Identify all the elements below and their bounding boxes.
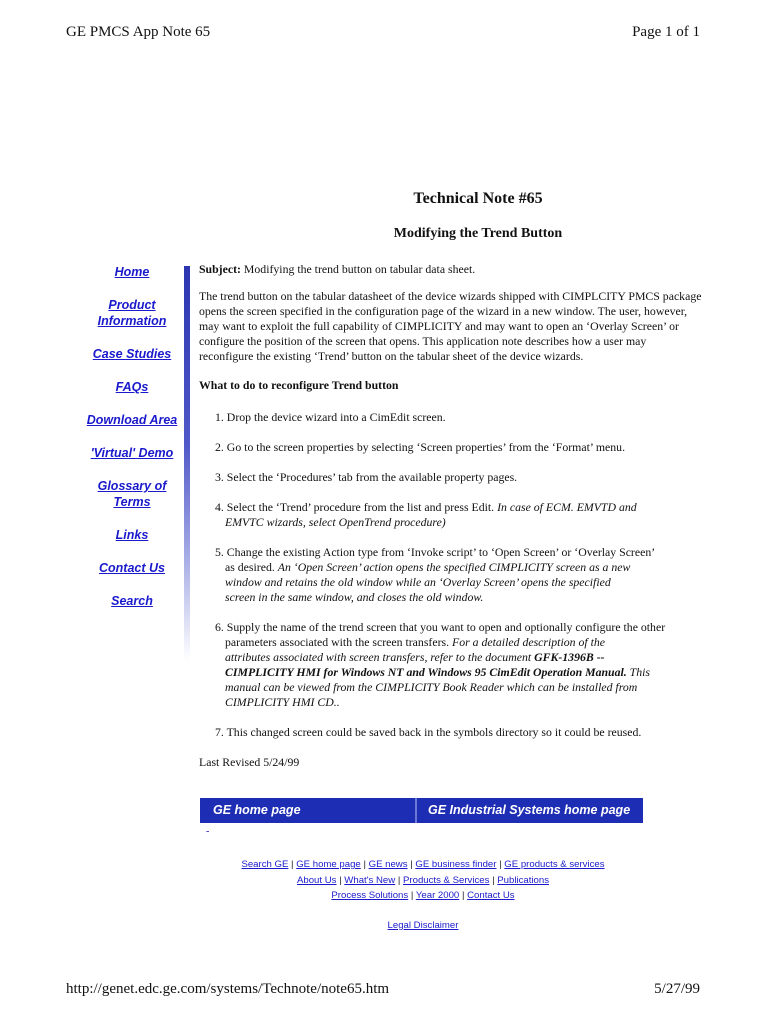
step-5 — [215, 545, 703, 605]
subject-text: Modifying the trend button on tabular data sheet. — [240, 262, 476, 276]
step-text: 2. Go to the screen properties by selecting ‘Screen properties’ from the ‘Format’ menu. — [215, 440, 626, 454]
separator: | — [461, 890, 465, 901]
separator: | — [492, 874, 495, 886]
nav-link-home[interactable]: Home — [114, 265, 150, 279]
steps-list — [199, 410, 703, 740]
step-note: window and retains the old window while an ‘Overlay Screen’ opens the specified — [225, 575, 611, 589]
publications-link[interactable]: Publications — [497, 874, 549, 886]
step-note: EMVTC wizards, select OpenTrend procedure) — [225, 515, 446, 529]
separator: | — [339, 874, 342, 886]
print-footer-date: 5/27/99 — [654, 981, 700, 997]
search-ge-link[interactable]: Search GE — [241, 859, 289, 870]
links-row-1 — [200, 859, 646, 872]
nav-link-search[interactable]: Search — [111, 594, 153, 608]
intro-paragraph: The trend button on the tabular datasheet of the device wizards shipped with CIMPLCITY PMCS package opens the screen specified in the configuration page of the wizard in a new window. The user, however, may want to exploit the full capability of CIMPLICITY and may want to open an ‘Overlay Screen’ or configure the position of the screen that opens. This application note describes how a user may reconfigure the existing ‘Trend’ button on the tabular sheet of the device wizards. — [199, 289, 702, 363]
ge-home-link[interactable]: GE home page — [296, 859, 361, 870]
links-row-2 — [200, 875, 646, 888]
doc-reference: GFK-1396B -- — [534, 650, 605, 664]
step-text: 3. Select the ‘Procedures’ tab from the available property pages. — [215, 470, 518, 484]
print-footer-url: http://genet.edc.ge.com/systems/Technote/note65.htm — [66, 981, 390, 997]
step-text: 5. Change the existing Action type from ‘Invoke script’ to ‘Open Screen’ or ‘Overlay Screen’ — [215, 545, 656, 559]
bottom-links — [200, 859, 646, 932]
ge-business-finder-link[interactable]: GE business finder — [415, 859, 497, 870]
nav-link-contact-us[interactable]: Contact Us — [99, 561, 165, 575]
step-text: as desired. — [225, 560, 278, 574]
step-note: screen in the same window, and closes the old window. — [225, 590, 484, 604]
ge-banner — [200, 798, 643, 823]
step-6 — [215, 620, 703, 710]
nav-link-download-area[interactable]: Download Area — [86, 413, 178, 427]
subject-label: Subject: — [199, 262, 241, 276]
step-note: For a detailed description of the — [452, 635, 606, 649]
step-note: An ‘Open Screen’ action opens the specified CIMPLICITY screen as a new — [277, 560, 631, 574]
step-text: 1. Drop the device wizard into a CimEdit screen. — [215, 410, 446, 424]
separator: | — [363, 859, 366, 870]
dash-link[interactable]: - — [206, 826, 210, 837]
year-2000-link[interactable]: Year 2000 — [415, 890, 460, 901]
step-text: 7. This changed screen could be saved back in the symbols directory so it could be reused. — [215, 725, 642, 739]
contact-us-link[interactable]: Contact Us — [467, 890, 515, 901]
separator: | — [410, 890, 414, 901]
nav-link-case-studies[interactable]: Case Studies — [92, 347, 172, 361]
about-us-link[interactable]: About Us — [296, 874, 337, 886]
nav-link-links[interactable]: Links — [115, 528, 149, 542]
step-1 — [215, 410, 703, 425]
step-note: attributes associated with screen transfers, refer to the document — [225, 650, 535, 664]
sidebar-nav — [66, 264, 198, 626]
print-header-page: Page 1 of 1 — [632, 24, 700, 40]
step-note: manual can be viewed from the CIMPLICITY Book Reader which can be installed from — [225, 680, 638, 694]
step-3 — [215, 470, 703, 485]
nav-link-virtual-demo[interactable]: 'Virtual' Demo — [90, 446, 174, 460]
step-text: 4. Select the ‘Trend’ procedure from the list and press Edit. — [215, 500, 498, 514]
nav-link-label: Product Information — [97, 298, 167, 328]
nav-link-label: Glossary of Terms — [97, 479, 167, 509]
products-services-link[interactable]: Products & Services — [403, 874, 490, 886]
step-7 — [215, 725, 703, 740]
separator: | — [397, 874, 401, 886]
ge-products-services-link[interactable]: GE products & services — [504, 859, 605, 870]
ge-industrial-systems-link[interactable]: GE Industrial Systems home page — [428, 803, 631, 817]
process-solutions-link[interactable]: Process Solutions — [331, 890, 409, 901]
step-note: CIMPLICITY HMI CD.. — [225, 695, 340, 709]
ge-home-page-link[interactable]: GE home page — [200, 798, 417, 823]
sidebar-divider — [184, 266, 190, 661]
step-2 — [215, 440, 703, 455]
subject-line — [199, 262, 703, 277]
nav-link-faqs[interactable]: FAQs — [115, 380, 149, 394]
nav-link-glossary[interactable] — [66, 478, 198, 510]
step-text: parameters associated with the screen transfers. — [225, 635, 452, 649]
step-note: This — [626, 665, 651, 679]
print-header-title: GE PMCS App Note 65 — [66, 24, 211, 40]
nav-link-product-information[interactable] — [66, 297, 198, 329]
step-text: 6. Supply the name of the trend screen that you want to open and optionally configure the other — [215, 620, 666, 634]
separator: | — [499, 859, 502, 870]
last-revised: Last Revised 5/24/99 — [199, 755, 300, 769]
separator: | — [291, 859, 294, 870]
links-row-3 — [200, 890, 646, 903]
step-4 — [215, 500, 703, 530]
doc-reference: CIMPLICITY HMI for Windows NT and Windows 95 CimEdit Operation Manual. — [225, 665, 627, 679]
separator: | — [410, 859, 413, 870]
page-title: Technical Note #65 — [413, 190, 543, 207]
legal-disclaimer-link[interactable]: Legal Disclaimer — [387, 919, 459, 931]
whats-new-link[interactable]: What's New — [344, 874, 396, 886]
step-note: In case of ECM. EMVTD and — [497, 500, 637, 514]
section-heading: What to do to reconfigure Trend button — [199, 378, 399, 392]
article-body — [199, 262, 703, 770]
ge-news-link[interactable]: GE news — [368, 859, 408, 870]
page-subtitle: Modifying the Trend Button — [393, 226, 563, 241]
